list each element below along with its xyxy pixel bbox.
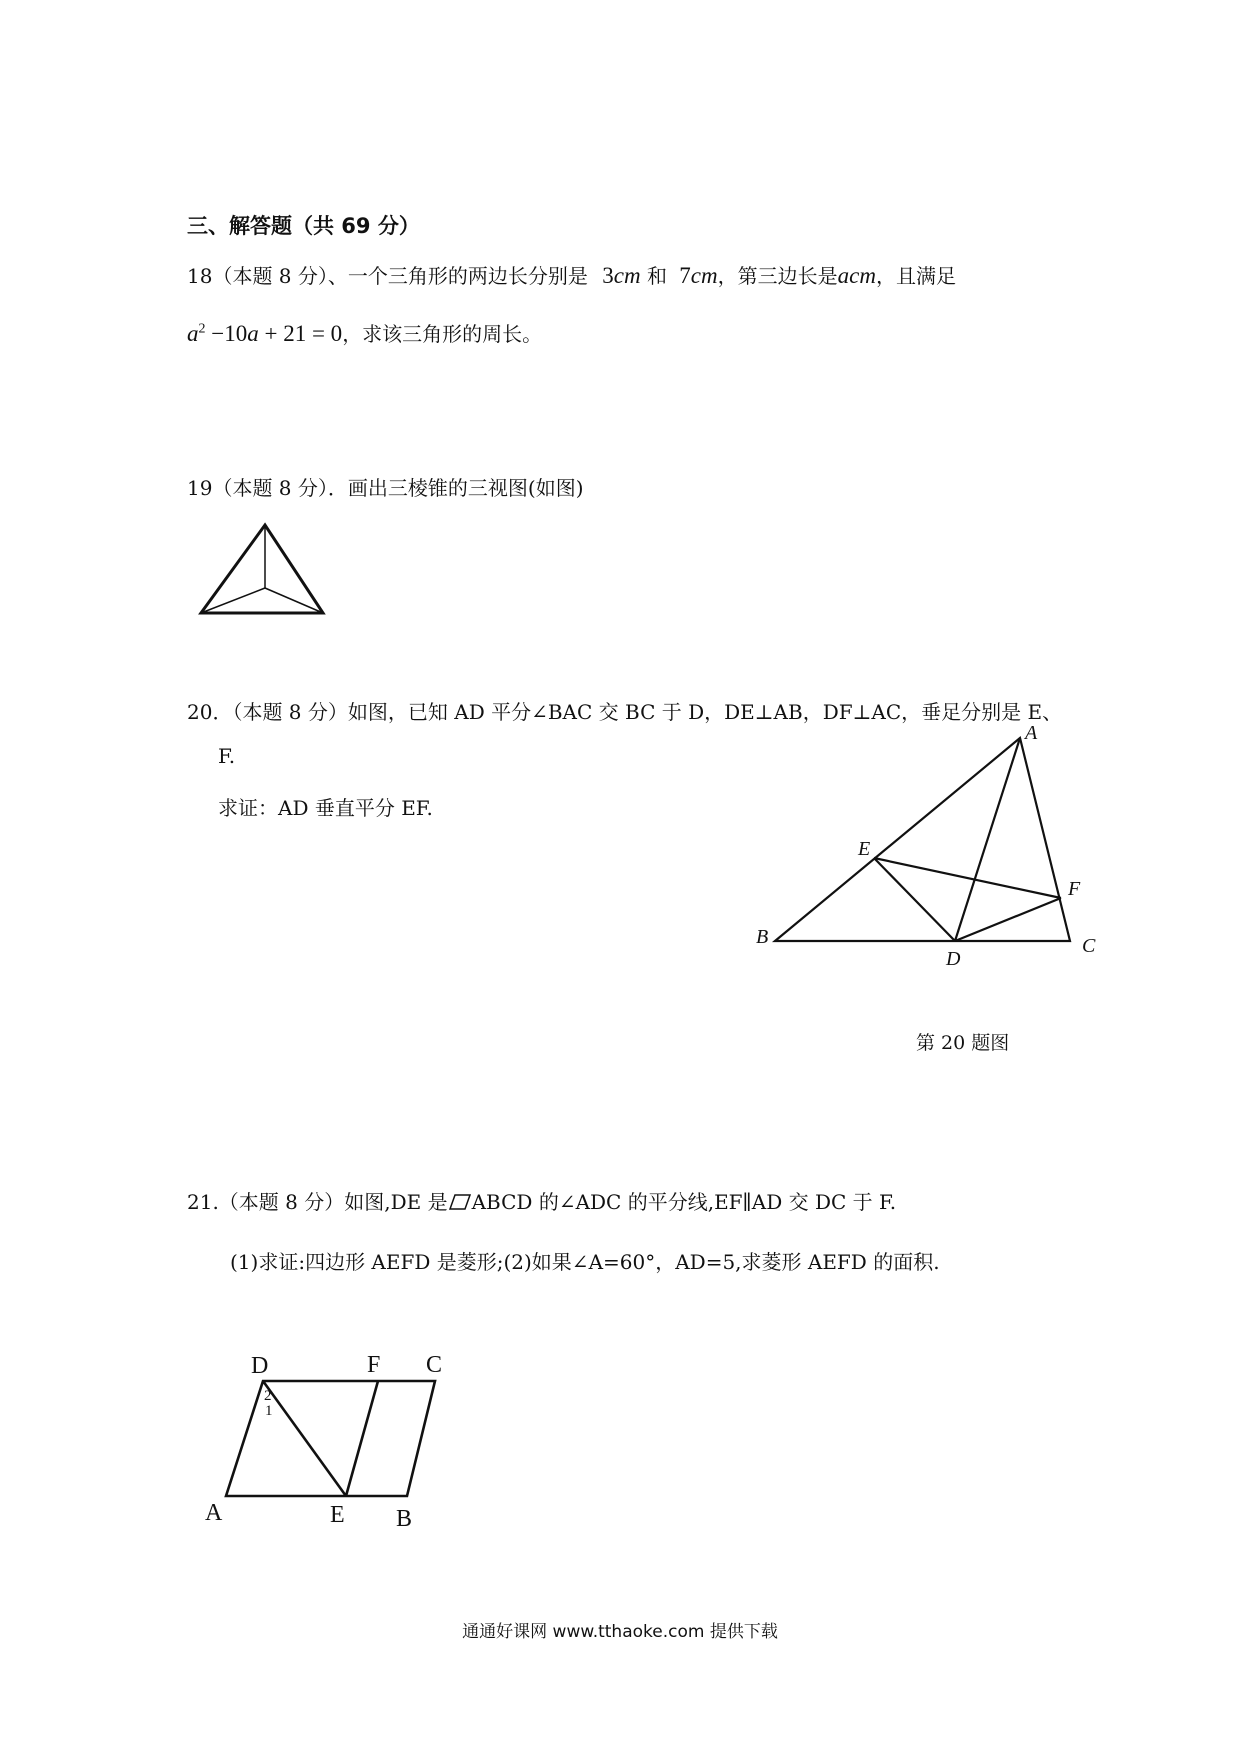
triangle-abc [775, 738, 1070, 941]
label-angle-1: 1 [265, 1403, 273, 1419]
label-e: E [330, 1502, 345, 1528]
label-f: F [1068, 878, 1081, 900]
q18-suffix: ，求该三角形的周长。 [342, 322, 543, 346]
q18-join: 和 [646, 264, 667, 288]
q20-figure [750, 725, 1130, 975]
q18-third-side-text: ，第三边长是 [717, 264, 838, 288]
q18-line2 [187, 318, 542, 347]
label-b: B [756, 926, 769, 948]
segment-df [955, 898, 1061, 941]
q18-prefix: 18（本题 8 分）、一个三角形的两边长分别是 [187, 264, 588, 288]
label-b: B [396, 1506, 413, 1532]
q18-side1: 3cm [602, 263, 641, 288]
q18-equation: $a^2 -10a + 21 = 0$ [187, 321, 343, 346]
segment-de [874, 858, 955, 941]
parallelogram-abcd [226, 1381, 435, 1496]
label-e: E [858, 838, 871, 860]
label-angle-2: 2 [264, 1388, 272, 1404]
q21-figure [200, 1348, 460, 1538]
label-f: F [367, 1352, 381, 1378]
section-title: 三、解答题（共 69 分） [187, 214, 420, 238]
q21-line2: (1)求证:四边形 AEFD 是菱形;(2)如果∠A=60°，AD=5,求菱形 AEFD 的面积. [230, 1250, 940, 1274]
label-c: C [426, 1352, 443, 1378]
q20-caption: 第 20 题图 [916, 1032, 1010, 1054]
footer-text: 通通好课网 www.tthaoke.com 提供下载 [462, 1622, 778, 1642]
label-a: A [205, 1500, 223, 1526]
label-c: C [1082, 935, 1096, 957]
q18-third-side-var: acm [837, 263, 876, 288]
q21-line1: 21.（本题 8 分）如图,DE 是 ABCD 的∠ADC 的平分线,EF∥AD 交 DC 于 F. [187, 1190, 897, 1214]
q20-prove: 求证：AD 垂直平分 EF. [218, 796, 433, 820]
label-d: D [946, 948, 961, 970]
q18-side2: 7cm [679, 263, 718, 288]
parallelogram-icon [449, 1193, 471, 1211]
q20-line2: F. [218, 744, 236, 768]
pyramid-outline [201, 525, 323, 613]
q20-line1: 20．（本题 8 分）如图，已知 AD 平分∠BAC 交 BC 于 D，DE⊥AB，DF⊥AC，垂足分别是 E、 [187, 700, 1063, 724]
segment-ad [955, 738, 1020, 941]
q19-text: 19（本题 8 分）．画出三棱锥的三视图(如图) [187, 476, 584, 500]
q18-satisfy: ，且满足 [875, 264, 956, 288]
segment-ef [874, 858, 1061, 898]
segment-de [263, 1381, 346, 1496]
pyramid-figure [195, 518, 335, 618]
label-d: D [251, 1353, 269, 1379]
label-a: A [1025, 725, 1038, 744]
q18-line1 [187, 260, 956, 289]
segment-ef [346, 1381, 378, 1496]
